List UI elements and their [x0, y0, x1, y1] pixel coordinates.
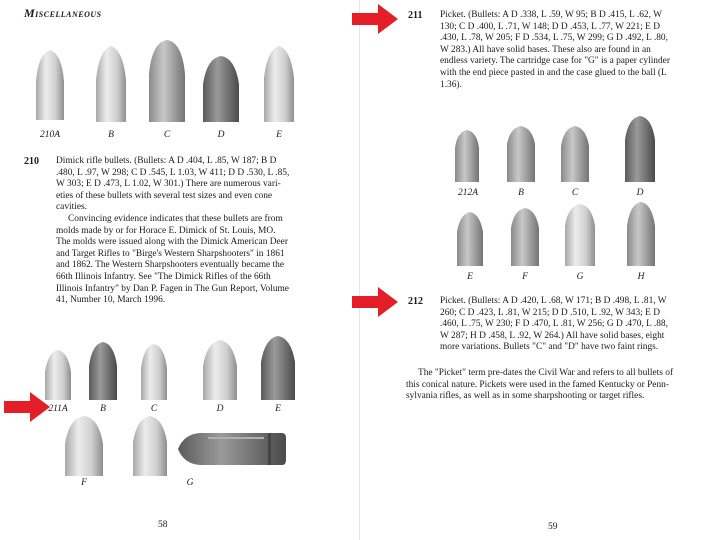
bullet-212h	[624, 200, 658, 266]
bullet-210e	[260, 44, 298, 122]
caption-212c: C	[571, 188, 579, 198]
bullet-211d	[200, 338, 240, 400]
caption-212g: G	[576, 272, 584, 282]
bullet-212f	[508, 206, 542, 266]
caption-212f: F	[522, 272, 528, 282]
red-arrow-icon	[352, 287, 398, 317]
caption-211f: F	[81, 478, 87, 488]
entry-211-text: Picket. (Bullets: A D .338, L .59, W 95; B D .415, L .62, W 130; C D .400, L .71, W 148; D D .453, L .77, W 221; E D .430, L .78, W 205; F D .534, L .75, W 299; G D .492, L .80, W 283.) All have solid bases. These also are found in an endless variety. The cartridge case for "G" is a paper cylinder with the end piece pasted in and the case glued to the ball (L 1.36).	[440, 10, 670, 90]
caption-212b: B	[518, 188, 524, 198]
caption-210e: E	[276, 130, 282, 140]
page-divider	[359, 0, 360, 540]
caption-211b: B	[100, 404, 106, 414]
entry-212-text: Picket. (Bullets: A D .420, L .68, W 171; B D .498, L .81, W 260; C D .423, L .81, W 215; D D .510, L .92, W 343; E D .460, L .75, W 230; F D .470, L .81, W 256; G D .470, L .88, W 287; H D .458, L .92, W 264.) All have solid bases, eight more variations. Bullets "C" and "D" have two faint rings.	[440, 296, 668, 353]
caption-211d: D	[216, 404, 224, 414]
caption-210d: D	[217, 130, 225, 140]
entry-211-number: 211	[408, 10, 423, 21]
caption-210a: 210A	[39, 130, 61, 140]
bullet-211g-cartridge	[178, 430, 286, 468]
caption-212a: 212A	[457, 188, 479, 198]
entry-210-number: 210	[24, 156, 39, 167]
bullet-212e	[454, 210, 486, 266]
bullet-211a	[42, 348, 74, 400]
bullet-210a	[32, 48, 68, 120]
red-arrow-icon	[352, 4, 398, 34]
bullet-210c	[146, 38, 188, 122]
section-title: Miscellaneous	[24, 6, 102, 20]
bullet-211c	[138, 342, 170, 400]
bullet-212b	[504, 124, 538, 182]
bullet-212a	[452, 128, 482, 182]
entry-210-text: Dimick rifle bullets. (Bullets: A D .404, L .85, W 187; B D .480, L .97, W 298; C D .545, L 1.03, W 411; D D .530, L .85, W 303; E D .473, L 1.02, W 301.) There are numerous vari- eties of these bullets with several test sizes and even cone cavities. Convincing evidence indicates that these bullets are from molds made by or for Horace E. Dimick of St. Louis, MO. The molds were issued along with the Dimick American Deer and Target Rifles to "Birge's Western Sharpshooters" in 1861 and 1862. The Western Sharpshooters eventually became the 66th Illinois Infantry. See "The Dimick Rifles of the 66th Illinois Infantry" by Dan P. Fagen in The Gun Report, Volume 41, Number 10, March 1996.	[56, 156, 290, 306]
page-number-left: 58	[158, 520, 168, 530]
entry-212-number: 212	[408, 296, 423, 307]
bullet-210d	[200, 54, 242, 122]
bullet-212c	[558, 124, 592, 182]
caption-212h: H	[637, 272, 645, 282]
bullet-212d	[622, 114, 658, 182]
caption-211c: C	[150, 404, 158, 414]
caption-210c: C	[163, 130, 171, 140]
picket-note: The "Picket" term pre-dates the Civil War and refers to all bullets of this conical nature. Pickets were used in the famed Kentucky or Penn- sylvania rifles, as well as in some sharpshooting or target rifles.	[406, 368, 674, 402]
bullet-211f	[62, 414, 106, 476]
bullet-211g-ball	[130, 414, 170, 476]
page-number-right: 59	[548, 522, 558, 532]
caption-212e: E	[467, 272, 473, 282]
bullet-210b	[92, 44, 130, 122]
bullet-211e	[258, 334, 298, 400]
caption-211e: E	[275, 404, 281, 414]
caption-211a: 211A	[48, 404, 68, 414]
bullet-211b	[86, 340, 120, 400]
caption-211g: G	[186, 478, 194, 488]
bullet-212g	[562, 202, 598, 266]
caption-212d: D	[636, 188, 644, 198]
caption-210b: B	[108, 130, 114, 140]
